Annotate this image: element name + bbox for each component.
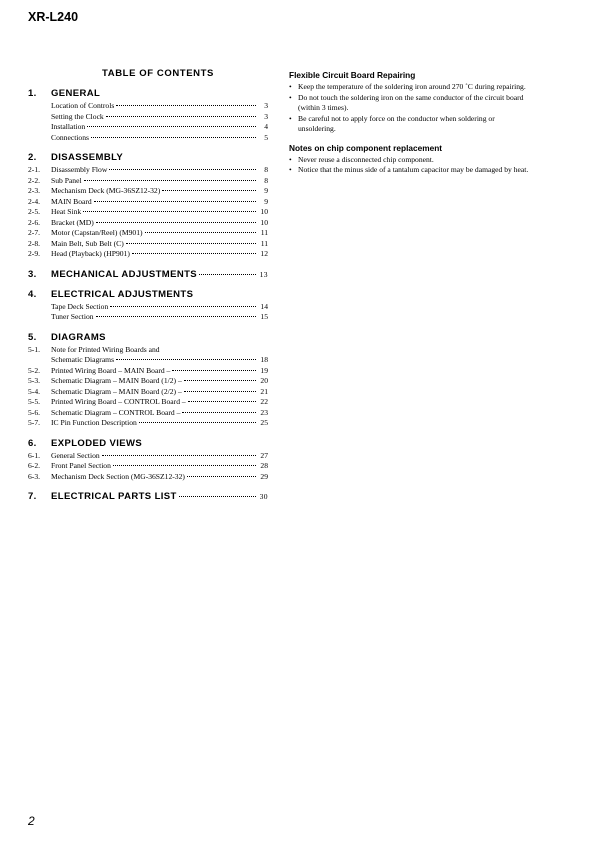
- entry-number: 5-7.: [28, 418, 41, 427]
- toc-entry[interactable]: [28, 418, 268, 429]
- leader-dots: [199, 274, 256, 275]
- entry-title: Sub Panel: [51, 175, 82, 185]
- entry-page-number: 3: [264, 101, 268, 110]
- entry-number: 5-4.: [28, 386, 41, 396]
- entry-number: 5-5.: [28, 397, 41, 406]
- entry-title: Connections: [51, 132, 89, 142]
- entry-title: Tape Deck Section: [51, 301, 109, 311]
- entry-page-number: 10: [260, 217, 268, 227]
- entry-title: Bracket (MD): [51, 217, 94, 227]
- toc-entry[interactable]: [28, 101, 268, 112]
- entry-title: MAIN Board: [51, 196, 92, 206]
- entry-title: Mechanism Deck (MG-36SZ12-32): [51, 186, 161, 195]
- toc-section-heading[interactable]: [28, 491, 268, 502]
- section-number: 4.: [28, 288, 37, 300]
- entry-page-number: 15: [260, 312, 268, 321]
- page-number: 2: [28, 814, 35, 828]
- entry-title: Front Panel Section: [51, 461, 111, 470]
- note-list: [289, 155, 529, 176]
- entry-title: Printed Wiring Board – CONTROL Board –: [51, 397, 186, 406]
- section-title: GENERAL: [51, 88, 101, 99]
- entry-number: 5-3.: [28, 376, 41, 385]
- entry-number: 5-6.: [28, 407, 41, 417]
- note-item: [289, 165, 529, 176]
- entry-number: 6-1.: [28, 450, 41, 460]
- entry-number: 2-2.: [28, 175, 41, 185]
- section-title: DIAGRAMS: [51, 331, 106, 343]
- entry-page-number: 19: [260, 365, 268, 375]
- entry-page-number: 21: [260, 386, 268, 396]
- toc-sections: [28, 88, 268, 502]
- toc-section-heading[interactable]: [28, 332, 268, 343]
- note-item: [289, 82, 529, 93]
- leader-dots: [145, 232, 256, 233]
- toc-section: [28, 491, 268, 502]
- toc-section: [28, 269, 268, 280]
- toc-entry[interactable]: [28, 387, 268, 398]
- leader-dots: [113, 465, 256, 466]
- entry-number: 2-4.: [28, 196, 41, 206]
- section-page-number: 13: [259, 269, 268, 279]
- note-text: Notice that the minus side of a tantalum capacitor may be damaged by heat.: [298, 165, 529, 174]
- bullet-icon: •: [289, 82, 292, 91]
- leader-dots: [96, 316, 256, 317]
- entry-title: Schematic Diagram – MAIN Board (2/2) –: [51, 386, 182, 396]
- toc-entry[interactable]: [28, 345, 268, 356]
- table-of-contents: [28, 68, 268, 511]
- entry-number: 2-9.: [28, 249, 41, 258]
- entry-page-number: 8: [264, 175, 268, 185]
- toc-section-heading[interactable]: [28, 152, 268, 163]
- entry-number: 6-3.: [28, 471, 41, 481]
- toc-entry[interactable]: [28, 302, 268, 313]
- leader-dots: [126, 243, 256, 244]
- entry-title: General Section: [51, 450, 100, 460]
- section-number: 1.: [28, 88, 37, 99]
- toc-entry[interactable]: [28, 228, 268, 239]
- toc-entry[interactable]: [28, 176, 268, 187]
- entry-page-number: 25: [260, 418, 268, 427]
- entry-number: 5-1.: [28, 344, 41, 354]
- leader-dots: [187, 476, 256, 477]
- toc-entry[interactable]: [28, 312, 268, 323]
- entry-page-number: 11: [260, 228, 268, 237]
- note-item: [289, 93, 529, 114]
- leader-dots: [132, 253, 256, 254]
- toc-entry[interactable]: [28, 133, 268, 144]
- leader-dots: [84, 180, 256, 181]
- entry-page-number: 18: [260, 355, 268, 364]
- toc-title: TABLE OF CONTENTS: [102, 68, 214, 79]
- entry-number: 2-3.: [28, 186, 41, 195]
- entry-number: 6-2.: [28, 461, 41, 470]
- bullet-icon: •: [289, 92, 292, 102]
- entry-page-number: 12: [260, 249, 268, 258]
- entry-title: Location of Controls: [51, 101, 115, 110]
- entry-title: Mechanism Deck Section (MG-36SZ12-32): [51, 471, 185, 481]
- entry-page-number: 9: [264, 196, 268, 206]
- entry-title: Installation: [51, 122, 86, 131]
- entry-page-number: 14: [260, 301, 268, 311]
- leader-dots: [172, 370, 256, 371]
- section-number: 7.: [28, 491, 37, 502]
- toc-section: [28, 438, 268, 483]
- leader-dots: [184, 391, 256, 392]
- section-title: ELECTRICAL ADJUSTMENTS: [51, 288, 194, 300]
- leader-dots: [179, 496, 256, 497]
- entry-title: Disassembly Flow: [51, 165, 108, 174]
- entry-page-number: 11: [260, 238, 268, 248]
- entry-title: IC Pin Function Description: [51, 418, 137, 427]
- note-text: Keep the temperature of the soldering iron around 270 ˚C during repairing.: [298, 82, 526, 91]
- bullet-icon: •: [289, 165, 292, 174]
- entry-title: Heat Sink: [51, 207, 82, 216]
- entry-title: Printed Wiring Board – MAIN Board –: [51, 365, 171, 375]
- repair-notes: [289, 70, 529, 184]
- note-item: [289, 114, 529, 135]
- entry-page-number: 29: [260, 471, 268, 481]
- toc-entry[interactable]: [28, 451, 268, 462]
- entry-page-number: 27: [260, 450, 268, 460]
- note-text: Never reuse a disconnected chip component.: [298, 154, 434, 164]
- toc-entry[interactable]: [28, 122, 268, 133]
- toc-entry[interactable]: [28, 197, 268, 208]
- entry-page-number: 5: [264, 132, 268, 142]
- entry-page-number: 20: [260, 376, 268, 385]
- entry-title: Note for Printed Wiring Boards and: [51, 344, 160, 354]
- bullet-icon: •: [289, 154, 292, 164]
- toc-section-heading[interactable]: [28, 289, 268, 300]
- note-heading: Notes on chip component replacement: [289, 142, 443, 153]
- toc-entry[interactable]: [28, 207, 268, 218]
- toc-entry[interactable]: [28, 249, 268, 260]
- leader-dots: [87, 126, 256, 127]
- entry-number: 5-2.: [28, 365, 41, 375]
- toc-section-heading[interactable]: [28, 88, 268, 99]
- section-title: EXPLODED VIEWS: [51, 437, 143, 449]
- leader-dots: [139, 422, 256, 423]
- toc-section: [28, 152, 268, 260]
- section-title: MECHANICAL ADJUSTMENTS: [51, 268, 198, 280]
- entry-page-number: 4: [264, 122, 268, 131]
- leader-dots: [162, 190, 256, 191]
- toc-entry[interactable]: [28, 165, 268, 176]
- toc-entry[interactable]: [28, 408, 268, 419]
- entry-title: Motor (Capstan/Reel) (M901): [51, 228, 143, 237]
- leader-dots: [110, 306, 256, 307]
- section-number: 5.: [28, 331, 37, 343]
- toc-entry[interactable]: [28, 397, 268, 408]
- note-item: [289, 155, 529, 166]
- entry-title: Setting the Clock: [51, 111, 104, 121]
- entry-number: 2-1.: [28, 165, 41, 174]
- section-title: DISASSEMBLY: [51, 152, 124, 163]
- note-text: Be careful not to apply force on the conductor when soldering or unsoldering.: [298, 113, 495, 133]
- entry-number: 2-5.: [28, 207, 41, 216]
- toc-entry[interactable]: [28, 186, 268, 197]
- entry-page-number: 3: [264, 111, 268, 121]
- section-number: 3.: [28, 268, 37, 280]
- leader-dots: [94, 201, 256, 202]
- toc-entry[interactable]: [28, 366, 268, 377]
- section-title: ELECTRICAL PARTS LIST: [51, 491, 177, 502]
- toc-section-heading[interactable]: [28, 269, 268, 280]
- entry-title: Head (Playback) (HP901): [51, 249, 130, 258]
- toc-entry[interactable]: [28, 472, 268, 483]
- toc-section-heading[interactable]: [28, 438, 268, 449]
- entry-page-number: 23: [260, 407, 268, 417]
- note-text: Do not touch the soldering iron on the same conductor of the circuit board (within 3 times).: [298, 92, 524, 112]
- model-name: XR-L240: [28, 10, 79, 24]
- note-list: [289, 82, 529, 135]
- leader-dots: [182, 412, 256, 413]
- leader-dots: [83, 211, 256, 212]
- toc-entry[interactable]: [28, 239, 268, 250]
- toc-section: [28, 88, 268, 143]
- entry-page-number: 9: [264, 186, 268, 195]
- leader-dots: [188, 401, 256, 402]
- note-heading: Flexible Circuit Board Repairing: [289, 70, 416, 80]
- entry-page-number: 10: [260, 207, 268, 216]
- leader-dots: [116, 105, 256, 106]
- entry-title: Schematic Diagram – CONTROL Board –: [51, 407, 181, 417]
- toc-entry[interactable]: [28, 112, 268, 123]
- entry-page-number: 28: [260, 461, 268, 470]
- leader-dots: [106, 116, 256, 117]
- leader-dots: [102, 455, 256, 456]
- toc-entry[interactable]: [28, 376, 268, 387]
- entry-page-number: 22: [260, 397, 268, 406]
- leader-dots: [91, 137, 256, 138]
- leader-dots: [116, 359, 256, 360]
- leader-dots: [96, 222, 256, 223]
- toc-section: [28, 332, 268, 429]
- leader-dots: [109, 169, 256, 170]
- section-number: 2.: [28, 152, 37, 163]
- entry-number: 2-7.: [28, 228, 41, 237]
- entry-number: 2-6.: [28, 217, 41, 227]
- toc-entry[interactable]: [28, 355, 268, 366]
- toc-entry[interactable]: [28, 218, 268, 229]
- leader-dots: [184, 380, 256, 381]
- entry-number: 2-8.: [28, 238, 41, 248]
- toc-section: [28, 289, 268, 323]
- entry-title: Schematic Diagrams: [51, 355, 115, 364]
- entry-title: Schematic Diagram – MAIN Board (1/2) –: [51, 376, 182, 385]
- section-page-number: 30: [259, 492, 268, 501]
- entry-title: Tuner Section: [51, 312, 94, 321]
- entry-title: Main Belt, Sub Belt (C): [51, 238, 124, 248]
- toc-entry[interactable]: [28, 461, 268, 472]
- entry-page-number: 8: [264, 165, 268, 174]
- bullet-icon: •: [289, 113, 292, 123]
- section-number: 6.: [28, 437, 37, 449]
